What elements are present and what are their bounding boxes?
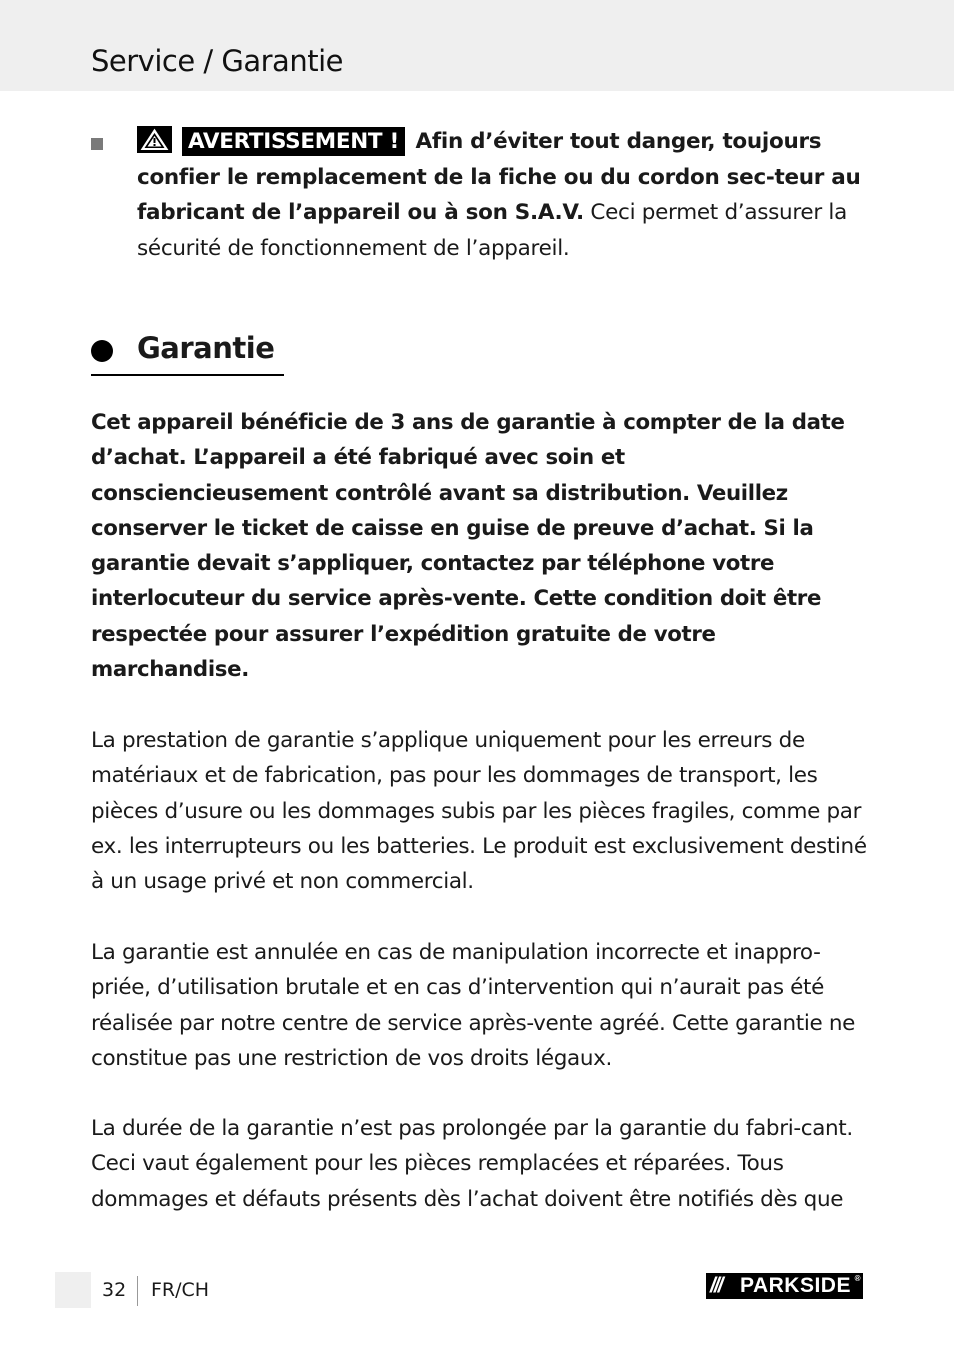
- paragraph-void: La garantie est annulée en cas de manipulation incorrecte et inappro-priée, d’utilisation brutale et en cas d’intervention qui n’aurait pas été réalisée par notre centre de service après-vente agréé. Cette garantie ne constitue pas une restriction de vos droits légaux.: [91, 940, 856, 1071]
- section-bullet-icon: [91, 340, 113, 362]
- section-underline: [91, 374, 284, 376]
- bullet-square: [91, 138, 103, 150]
- paragraph-scope: La prestation de garantie s’applique uniquement pour les erreurs de matériaux et de fabrication, pas pour les dommages de transport, les pièces d’usure ou les dommages subis par les pièces fragiles, comme par ex. les interrupteurs ou les batteries. Le produit est exclusivement destiné à un usage privé et non commercial.: [91, 728, 867, 895]
- language-code: FR/CH: [151, 1279, 210, 1301]
- footer-box: [55, 1272, 91, 1308]
- parkside-logo: [706, 1273, 863, 1299]
- warning-bold-text: Afin d’éviter tout danger, toujours confier le remplacement de la fiche ou du cordon sec-teur au fabricant de l’appareil ou à son S.A.V.: [137, 129, 861, 225]
- section-title: Garantie: [137, 331, 275, 365]
- warning-block: [137, 124, 867, 266]
- page-title: Service / Garantie: [91, 44, 343, 78]
- warning-label: AVERTISSEMENT !: [182, 127, 405, 156]
- warning-triangle-icon: [137, 126, 172, 153]
- logo-stripes: ///: [710, 1274, 722, 1297]
- footer-divider: [137, 1276, 138, 1306]
- logo-text: PARKSIDE: [740, 1274, 851, 1297]
- paragraph-duration: La durée de la garantie n’est pas prolongée par la garantie du fabri-cant. Ceci vaut également pour les pièces remplacées et réparées. Tous dommages et défauts présents dès l’achat doivent être notifiés dès que: [91, 1116, 853, 1212]
- intro-paragraph: Cet appareil bénéficie de 3 ans de garantie à compter de la date d’achat. L’appareil a été fabriqué avec soin et consciencieusement contrôlé avant sa distribution. Veuillez conserver le ticket de caisse en guise de preuve d’achat. Si la garantie devait s’appliquer, contactez par téléphone votre interlocuteur du service après-vente. Cette condition doit être respectée pour assurer l’expédition gratuite de votre marchandise.: [91, 410, 845, 683]
- logo-registered-mark: ®: [854, 1274, 861, 1283]
- page-number: 32: [102, 1279, 127, 1301]
- warning-normal-text: Ceci permet d’assurer la sécurité de fonctionnement de l’appareil.: [137, 200, 847, 261]
